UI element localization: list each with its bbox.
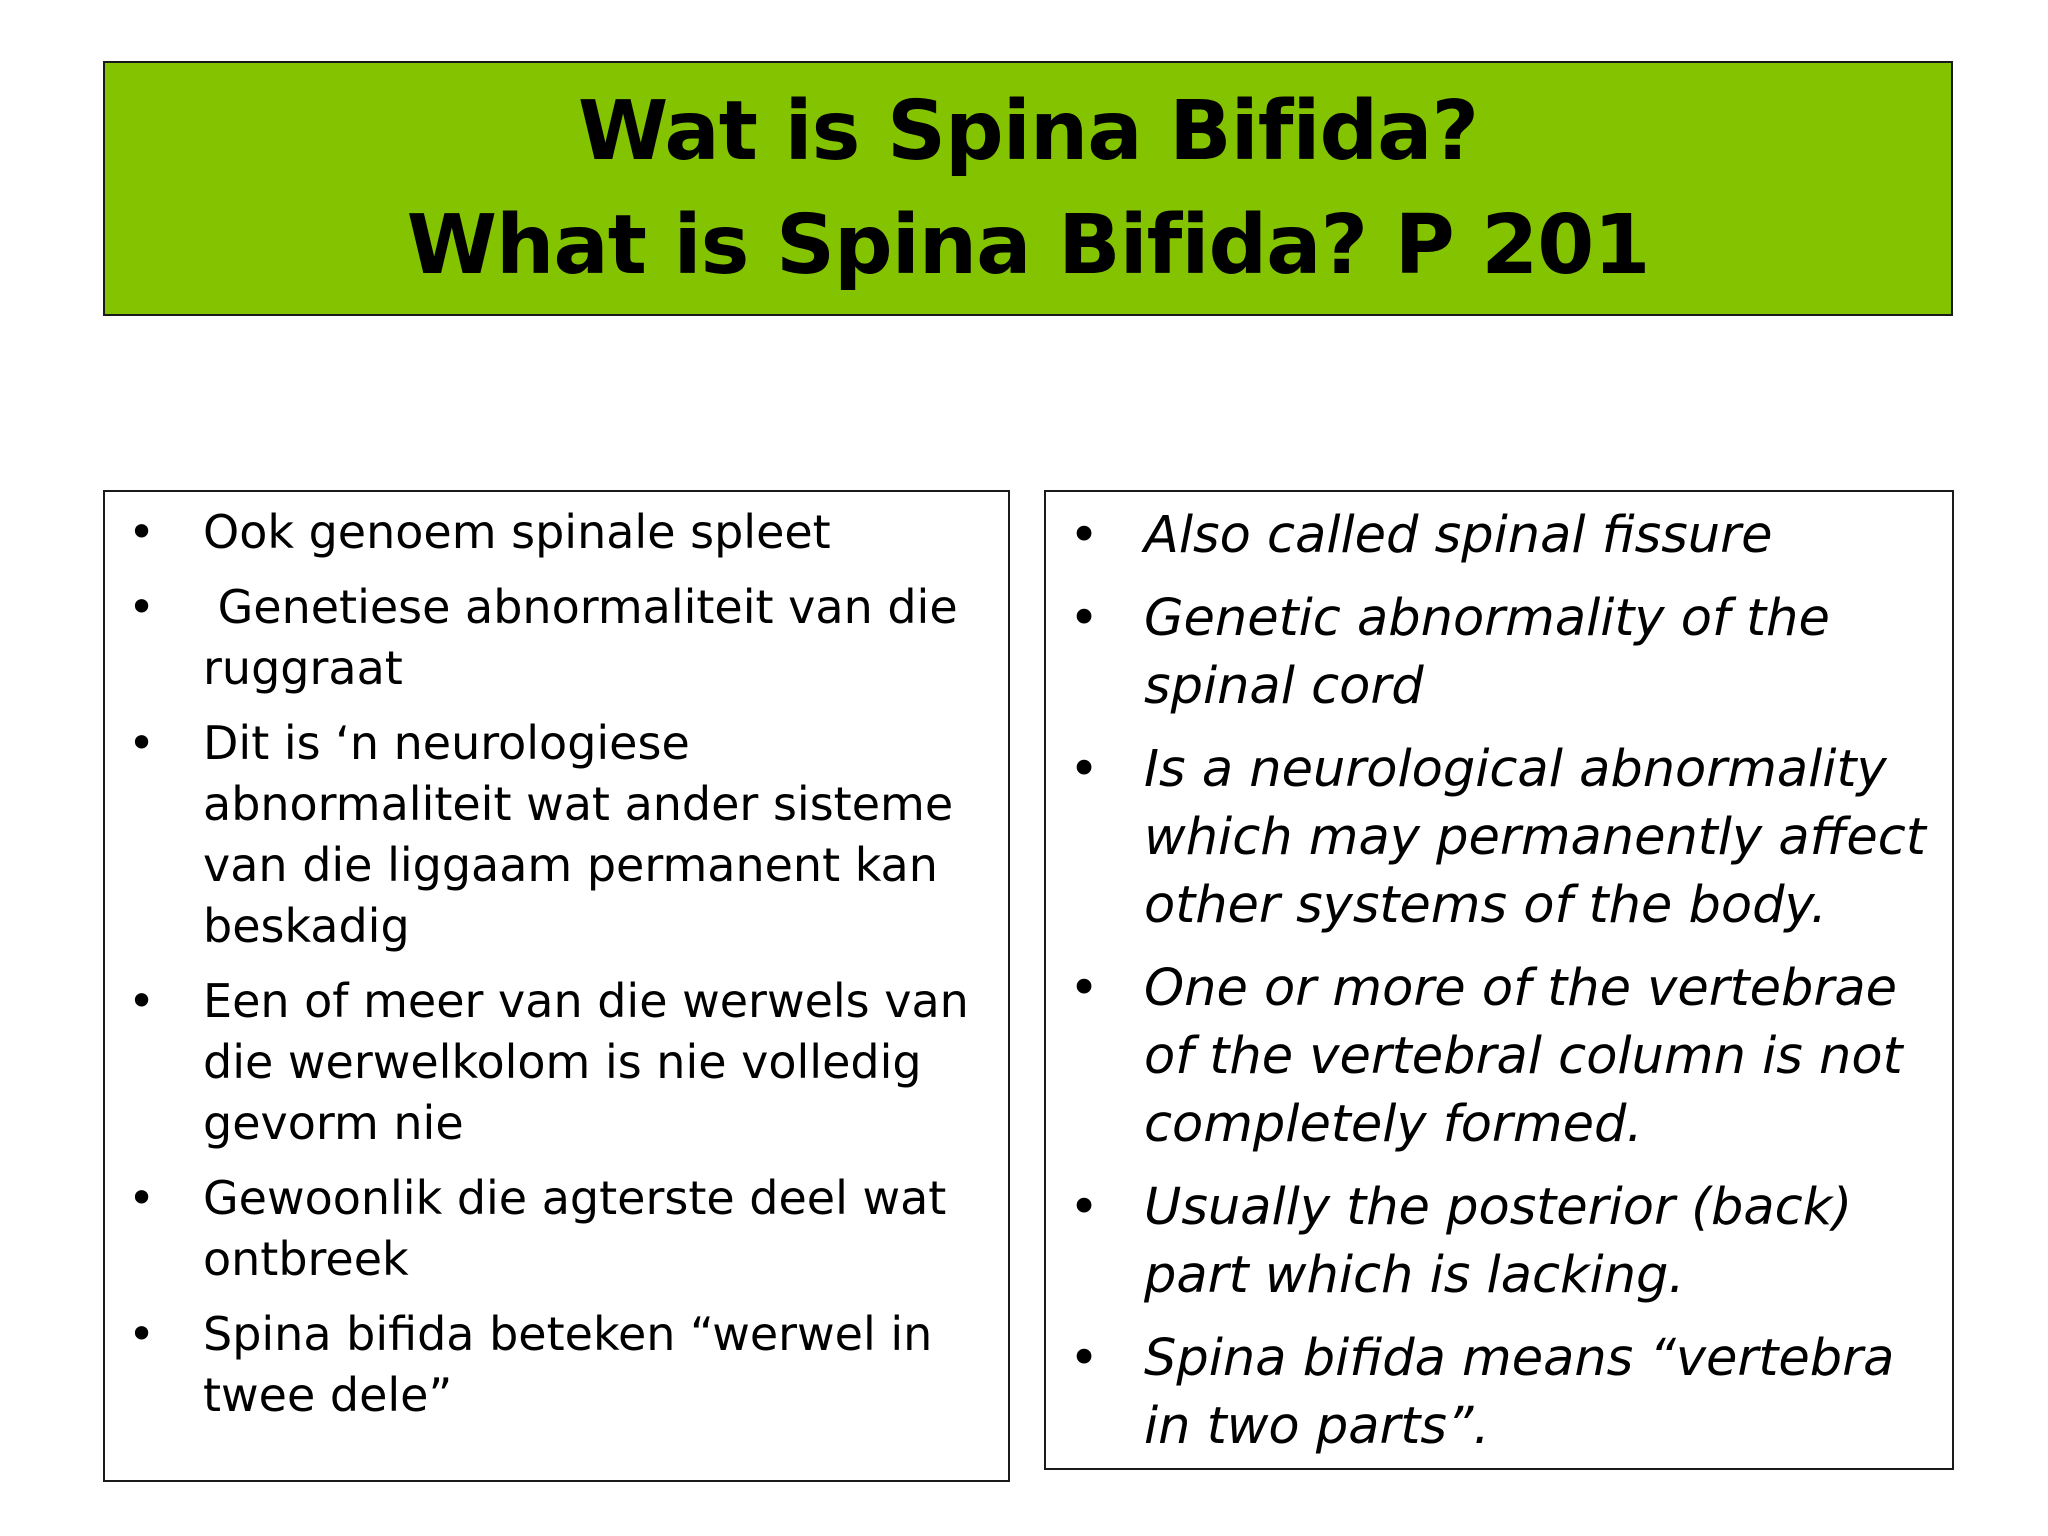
- bullet-icon: •: [128, 974, 156, 1028]
- list-item-text: Also called spinal fissure: [1144, 506, 1773, 565]
- bullet-icon: •: [1069, 959, 1100, 1018]
- english-bullet-list: [1046, 502, 1932, 1461]
- list-item-text: Spina bifida beteken “werwel in twee dele”: [203, 1307, 933, 1422]
- list-item: [105, 971, 988, 1154]
- afrikaans-bullet-list: [105, 502, 988, 1426]
- list-item-text: Usually the posterior (back) part which is lacking.: [1144, 1178, 1853, 1305]
- list-item-text: One or more of the vertebrae of the vertebral column is not completely formed.: [1144, 959, 1903, 1154]
- list-item-text: Genetiese abnormaliteit van die ruggraat: [203, 580, 973, 695]
- list-item: [105, 1168, 988, 1290]
- list-item: [105, 1304, 988, 1426]
- list-item: [1046, 736, 1932, 940]
- english-column: [1044, 490, 1954, 1470]
- list-item-text: Dit is ‘n neurologiese abnormaliteit wat ander sisteme van die liggaam permanent kan beskadig: [203, 716, 954, 953]
- bullet-icon: •: [1069, 1178, 1100, 1237]
- title-afrikaans: Wat is Spina Bifida?: [577, 83, 1479, 179]
- bullet-icon: •: [128, 580, 156, 634]
- list-item: [1046, 955, 1932, 1159]
- bullet-icon: •: [128, 505, 156, 559]
- bullet-icon: •: [128, 716, 156, 770]
- bullet-icon: •: [1069, 589, 1100, 648]
- bullet-icon: •: [1069, 1329, 1100, 1388]
- list-item: [1046, 1174, 1932, 1310]
- list-item-text: Ook genoem spinale spleet: [203, 505, 831, 559]
- title-banner: [103, 61, 1953, 316]
- bullet-icon: •: [128, 1307, 156, 1361]
- title-english: What is Spina Bifida? P 201: [406, 197, 1650, 293]
- list-item-text: Een of meer van die werwels van die werwelkolom is nie volledig gevorm nie: [203, 974, 969, 1150]
- list-item-text: Gewoonlik die agterste deel wat ontbreek: [203, 1171, 947, 1286]
- list-item: [1046, 1325, 1932, 1461]
- list-item-text: Genetic abnormality of the spinal cord: [1144, 589, 1830, 716]
- list-item-text: Is a neurological abnormality which may permanently affect other systems of the body.: [1144, 740, 1926, 935]
- list-item: [1046, 585, 1932, 721]
- afrikaans-column: [103, 490, 1010, 1482]
- list-item-text: Spina bifida means “vertebra in two parts”.: [1144, 1329, 1895, 1456]
- bullet-icon: •: [128, 1171, 156, 1225]
- list-item: [105, 502, 988, 563]
- list-item: [105, 577, 988, 699]
- bullet-icon: •: [1069, 506, 1100, 565]
- list-item: [105, 713, 988, 957]
- list-item: [1046, 502, 1932, 570]
- bullet-icon: •: [1069, 740, 1100, 799]
